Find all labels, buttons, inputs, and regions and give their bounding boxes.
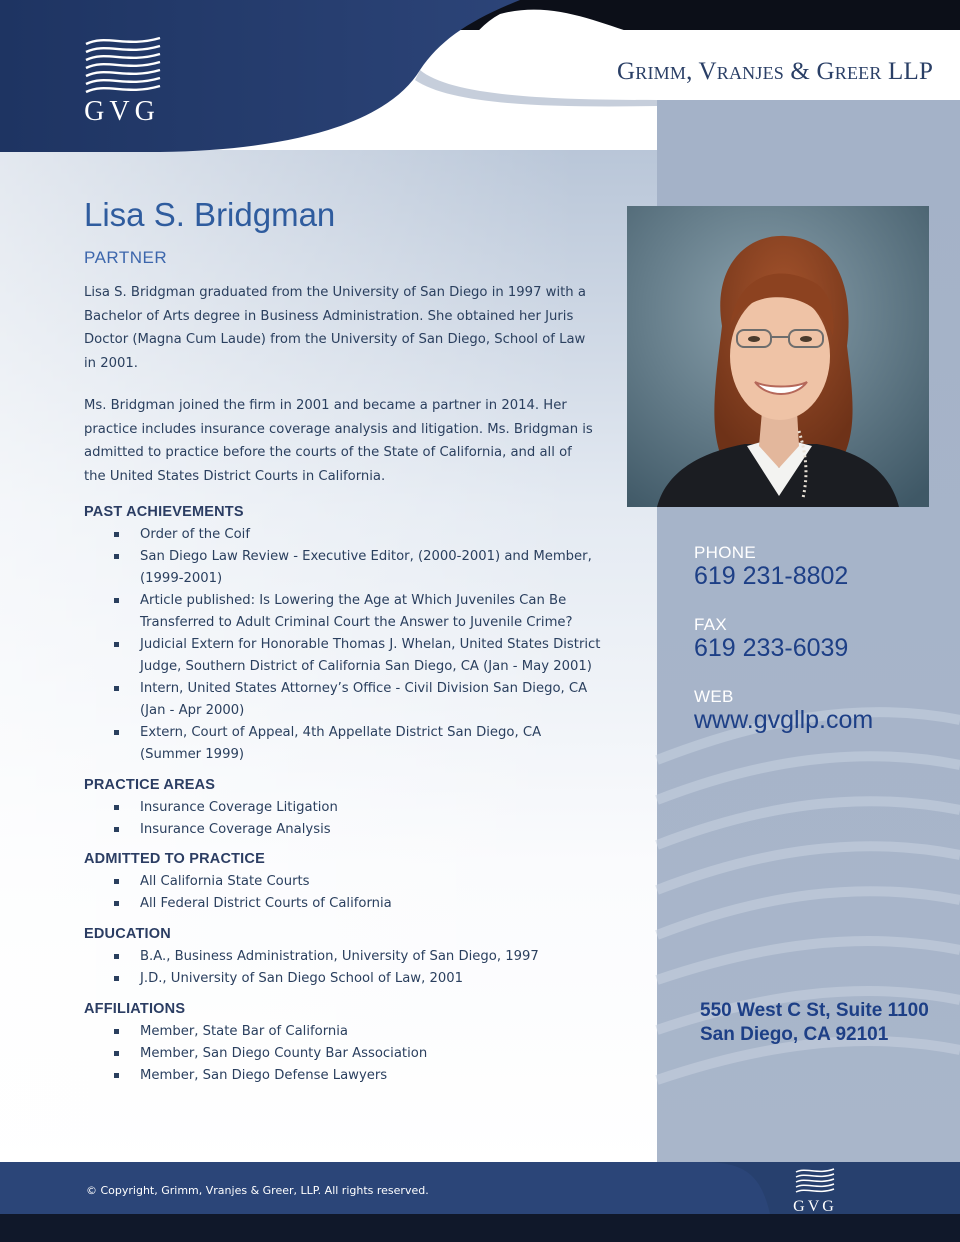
- bullet-icon: [114, 1029, 119, 1034]
- bullet-icon: [114, 827, 119, 832]
- bio-paragraph-2: Ms. Bridgman joined the firm in 2001 and became a partner in 2014. Her practice includes insurance coverage analysis and litigation. Ms. Bridgman is admitted to practice before the courts of the State of California, and all of the United States District Courts in California.: [84, 398, 593, 484]
- bullet-icon: [114, 1051, 119, 1056]
- section-heading-admitted: ADMITTED TO PRACTICE: [84, 851, 265, 867]
- logo-text: GVG: [84, 96, 160, 127]
- practice-areas-list: [84, 797, 604, 841]
- address-line-2: San Diego, CA 92101: [700, 1024, 889, 1045]
- person-title: PARTNER: [84, 248, 168, 267]
- bullet-icon: [114, 642, 119, 647]
- fax-label: FAX: [694, 615, 728, 634]
- phone-label: PHONE: [694, 543, 756, 562]
- list-item: Insurance Coverage Litigation: [84, 797, 604, 819]
- list-item: Member, San Diego County Bar Association: [84, 1043, 604, 1065]
- bullet-icon: [114, 686, 119, 691]
- list-item: Judicial Extern for Honorable Thomas J. Whelan, United States District Judge, Southern District of California San Diego, CA (Jan - May 2001): [84, 634, 604, 678]
- list-item: Intern, United States Attorney’s Office - Civil Division San Diego, CA (Jan - Apr 2000): [84, 678, 604, 722]
- fax-number: 619 233-6039: [694, 634, 849, 662]
- list-item: J.D., University of San Diego School of Law, 2001: [84, 968, 604, 990]
- past-achievements-list: [84, 524, 604, 766]
- copyright-text: © Copyright, Grimm, Vranjes & Greer, LLP. All rights reserved.: [86, 1184, 429, 1197]
- education-list: [84, 946, 604, 990]
- bullet-icon: [114, 805, 119, 810]
- list-item: Order of the Coif: [84, 524, 604, 546]
- bullet-icon: [114, 554, 119, 559]
- affiliations-list: [84, 1021, 604, 1087]
- list-item: All Federal District Courts of California: [84, 893, 604, 915]
- footer-logo-text: GVG: [793, 1198, 837, 1215]
- admitted-list: [84, 871, 604, 915]
- bullet-icon: [114, 954, 119, 959]
- list-item: Member, San Diego Defense Lawyers: [84, 1065, 604, 1087]
- person-name: Lisa S. Bridgman: [84, 196, 336, 233]
- list-item: Member, State Bar of California: [84, 1021, 604, 1043]
- list-item: Extern, Court of Appeal, 4th Appellate District San Diego, CA (Summer 1999): [84, 722, 604, 766]
- bio-paragraph-1: Lisa S. Bridgman graduated from the University of San Diego in 1997 with a Bachelor of Arts degree in Business Administration. She obtained her Juris Doctor (Magna Cum Laude) from the University of San Diego, School of Law in 2001.: [84, 285, 586, 371]
- bullet-icon: [114, 976, 119, 981]
- bullet-icon: [114, 532, 119, 537]
- list-item: Article published: Is Lowering the Age at Which Juveniles Can Be Transferred to Adult Criminal Court the Answer to Juvenile Crime?: [84, 590, 604, 634]
- web-label: WEB: [694, 687, 734, 706]
- bullet-icon: [114, 730, 119, 735]
- bullet-icon: [114, 879, 119, 884]
- list-item: San Diego Law Review - Executive Editor, (2000-2001) and Member, (1999-2001): [84, 546, 604, 590]
- bullet-icon: [114, 901, 119, 906]
- address-line-1: 550 West C St, Suite 1100: [700, 1000, 929, 1021]
- portrait-photo: [627, 206, 929, 507]
- list-item: All California State Courts: [84, 871, 604, 893]
- bullet-icon: [114, 1073, 119, 1078]
- section-heading-affiliations: AFFILIATIONS: [84, 1001, 186, 1017]
- website-link[interactable]: www.gvgllp.com: [694, 706, 874, 734]
- section-heading-practice-areas: PRACTICE AREAS: [84, 777, 216, 793]
- section-heading-past-achievements: PAST ACHIEVEMENTS: [84, 504, 244, 520]
- list-item: B.A., Business Administration, University of San Diego, 1997: [84, 946, 604, 968]
- bullet-icon: [114, 598, 119, 603]
- section-heading-education: EDUCATION: [84, 926, 171, 942]
- firm-name: Grimm, Vranjes & Greer LLP: [617, 58, 934, 85]
- phone-number[interactable]: 619 231-8802: [694, 562, 849, 590]
- list-item: Insurance Coverage Analysis: [84, 819, 604, 841]
